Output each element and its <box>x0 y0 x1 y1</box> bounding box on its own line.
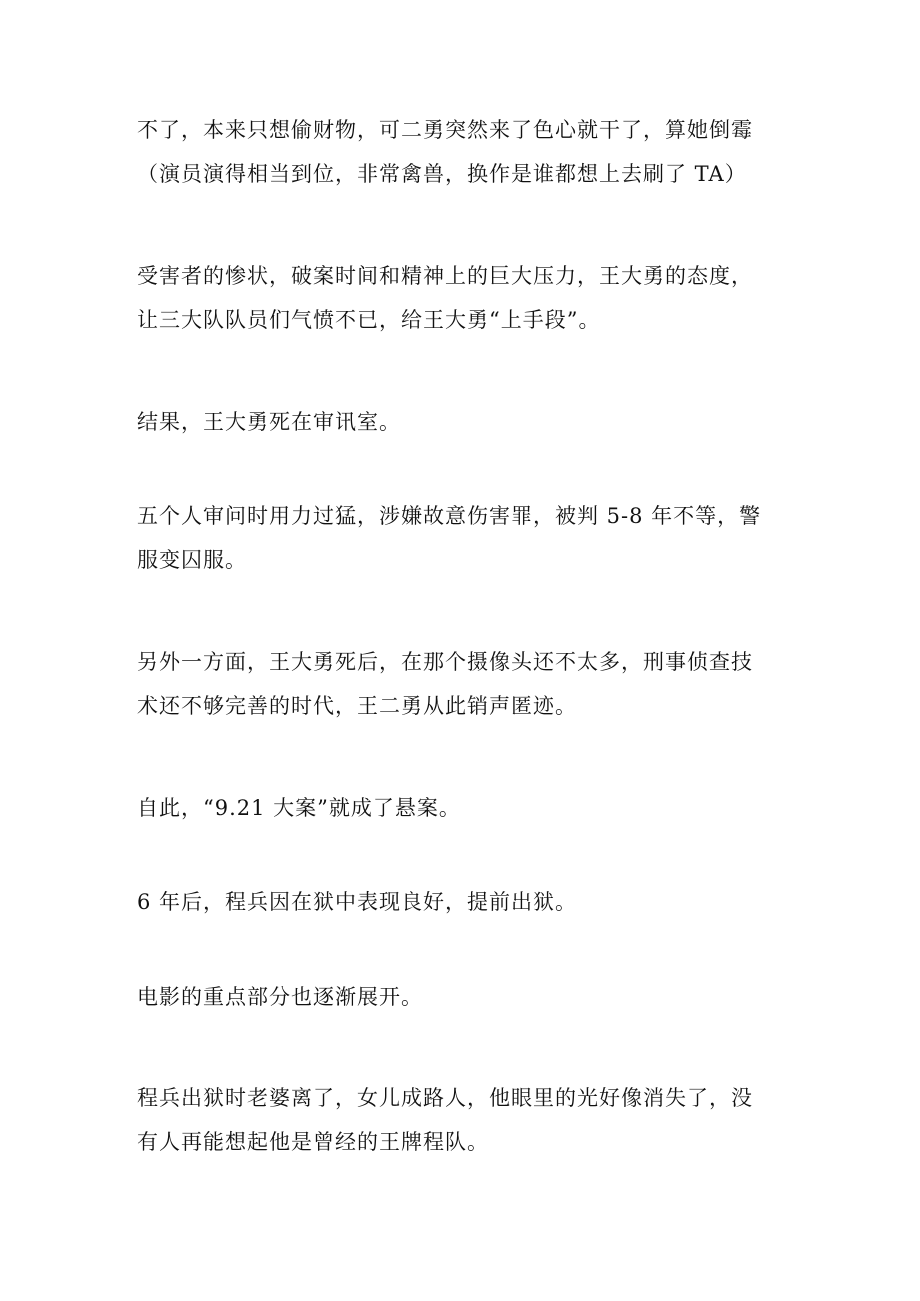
paragraph-1 <box>137 108 797 196</box>
paragraph-9 <box>137 1076 797 1164</box>
paragraph-6 <box>137 786 797 830</box>
paragraph-4 <box>137 494 797 582</box>
paragraph-line: 自此，“9.21 大案”就成了悬案。 <box>137 796 461 820</box>
paragraph-line: 电影的重点部分也逐渐展开。 <box>137 985 423 1009</box>
paragraph-line: 6 年后，程兵因在狱中表现良好，提前出狱。 <box>137 890 578 914</box>
paragraph-5 <box>137 640 797 728</box>
paragraph-line: （演员演得相当到位，非常禽兽，换作是谁都想上去刷了 TA） <box>137 162 747 186</box>
paragraph-8 <box>137 975 797 1019</box>
paragraph-line: 不了，本来只想偷财物，可二勇突然来了色心就干了，算她倒霉 <box>137 118 753 142</box>
paragraph-3 <box>137 400 797 444</box>
paragraph-line: 有人再能想起他是曾经的王牌程队。 <box>137 1130 489 1154</box>
paragraph-line: 另外一方面，王大勇死后，在那个摄像头还不太多，刑事侦查技 <box>137 650 753 674</box>
paragraph-7 <box>137 880 797 924</box>
paragraph-line: 程兵出狱时老婆离了，女儿成路人，他眼里的光好像消失了，没 <box>137 1086 753 1110</box>
paragraph-line: 服变囚服。 <box>137 548 247 572</box>
paragraph-line: 受害者的惨状，破案时间和精神上的巨大压力，王大勇的态度， <box>137 264 753 288</box>
paragraph-2 <box>137 254 797 342</box>
paragraph-line: 术还不够完善的时代，王二勇从此销声匿迹。 <box>137 694 577 718</box>
paragraph-line: 结果，王大勇死在审讯室。 <box>137 410 401 434</box>
paragraph-line: 五个人审问时用力过猛，涉嫌故意伤害罪，被判 5-8 年不等，警 <box>137 504 762 528</box>
paragraph-line: 让三大队队员们气愤不已，给王大勇“上手段”。 <box>137 308 601 332</box>
